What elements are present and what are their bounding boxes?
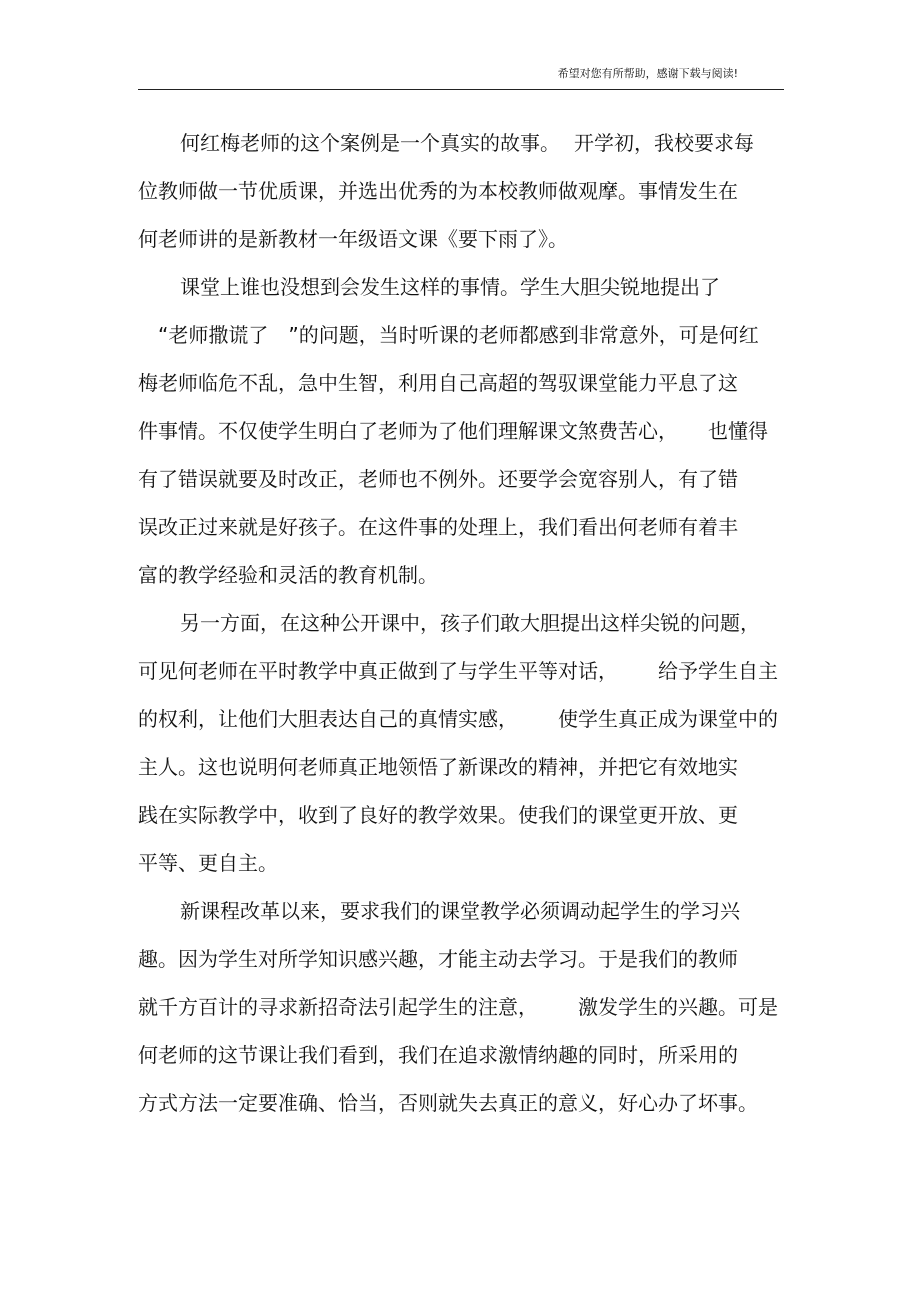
text-segment: 误改正过来就是好孩子。在这件事的处理上，我们看出何老师有着丰 — [138, 515, 738, 539]
text-segment: 何老师的这节课让我们看到，我们在追求激情纳趣的同时，所采用的 — [138, 1043, 738, 1067]
text-line — [138, 848, 784, 878]
text-segment: 何老师讲的是新教材一年级语文课《要下雨了》。 — [138, 227, 568, 251]
text-line — [138, 224, 784, 254]
text-line — [138, 512, 784, 542]
text-line — [138, 320, 784, 350]
text-line — [138, 608, 784, 638]
text-line — [138, 1040, 784, 1070]
text-segment: 何红梅老师的这个案例是一个真实的故事。 — [180, 131, 560, 155]
text-segment: 位教师做一节优质课，并选出优秀的为本校教师做观摩。事情发生在 — [138, 179, 738, 203]
body-text — [138, 128, 784, 1136]
text-segment: 给予学生自主 — [658, 659, 778, 683]
text-segment: 也懂得 — [708, 419, 768, 443]
text-segment: 件事情。不仅使学生明白了老师为了他们理解课文煞费苦心， — [138, 419, 678, 443]
text-segment: 使学生真正成为课堂中的 — [558, 707, 778, 731]
text-line — [138, 704, 784, 734]
text-line — [138, 896, 784, 926]
text-segment: 梅老师临危不乱，急中生智，利用自己高超的驾驭课堂能力平息了这 — [138, 371, 738, 395]
text-line — [138, 992, 784, 1022]
text-segment: “老师撒谎了 — [158, 323, 269, 347]
text-segment: 趣。因为学生对所学知识感兴趣，才能主动去学习。于是我们的教师 — [138, 947, 738, 971]
text-line — [138, 128, 784, 158]
text-segment: 有了错误就要及时改正，老师也不例外。还要学会宽容别人，有了错 — [138, 467, 738, 491]
text-segment: 主人。这也说明何老师真正地领悟了新课改的精神，并把它有效地实 — [138, 755, 738, 779]
text-segment: 方式方法一定要准确、恰当，否则就失去真正的意义，好心办了坏事。 — [138, 1091, 758, 1115]
text-line — [138, 1088, 784, 1118]
text-line — [138, 176, 784, 206]
text-segment: 就千方百计的寻求新招奇法引起学生的注意， — [138, 995, 538, 1019]
text-line — [138, 752, 784, 782]
text-segment: 富的教学经验和灵活的教育机制。 — [138, 563, 438, 587]
text-line — [138, 800, 784, 830]
text-line — [138, 464, 784, 494]
header-rule — [138, 89, 784, 90]
text-segment: 另一方面，在这种公开课中，孩子们敢大胆提出这样尖锐的问题， — [180, 611, 760, 635]
text-line — [138, 416, 784, 446]
text-line — [138, 944, 784, 974]
text-segment: 平等、更自主。 — [138, 851, 278, 875]
text-line — [138, 368, 784, 398]
text-line — [138, 656, 784, 686]
text-segment: 践在实际教学中，收到了良好的教学效果。使我们的课堂更开放、更 — [138, 803, 738, 827]
text-segment: 激发学生的兴趣。可是 — [578, 995, 778, 1019]
text-line — [138, 272, 784, 302]
text-segment: 的权利，让他们大胆表达自己的真情实感， — [138, 707, 518, 731]
text-segment: 开学初，我校要求每 — [574, 131, 754, 155]
text-line — [138, 560, 784, 590]
text-segment: 可见何老师在平时教学中真正做到了与学生平等对话， — [138, 659, 618, 683]
text-segment: 课堂上谁也没想到会发生这样的事情。学生大胆尖锐地提出了 — [180, 275, 720, 299]
text-segment: ”的问题，当时听课的老师都感到非常意外，可是何红 — [288, 323, 759, 347]
text-segment: 新课程改革以来，要求我们的课堂教学必须调动起学生的学习兴 — [180, 899, 740, 923]
header-note: 希望对您有所帮助，感谢下载与阅读! — [557, 67, 738, 80]
